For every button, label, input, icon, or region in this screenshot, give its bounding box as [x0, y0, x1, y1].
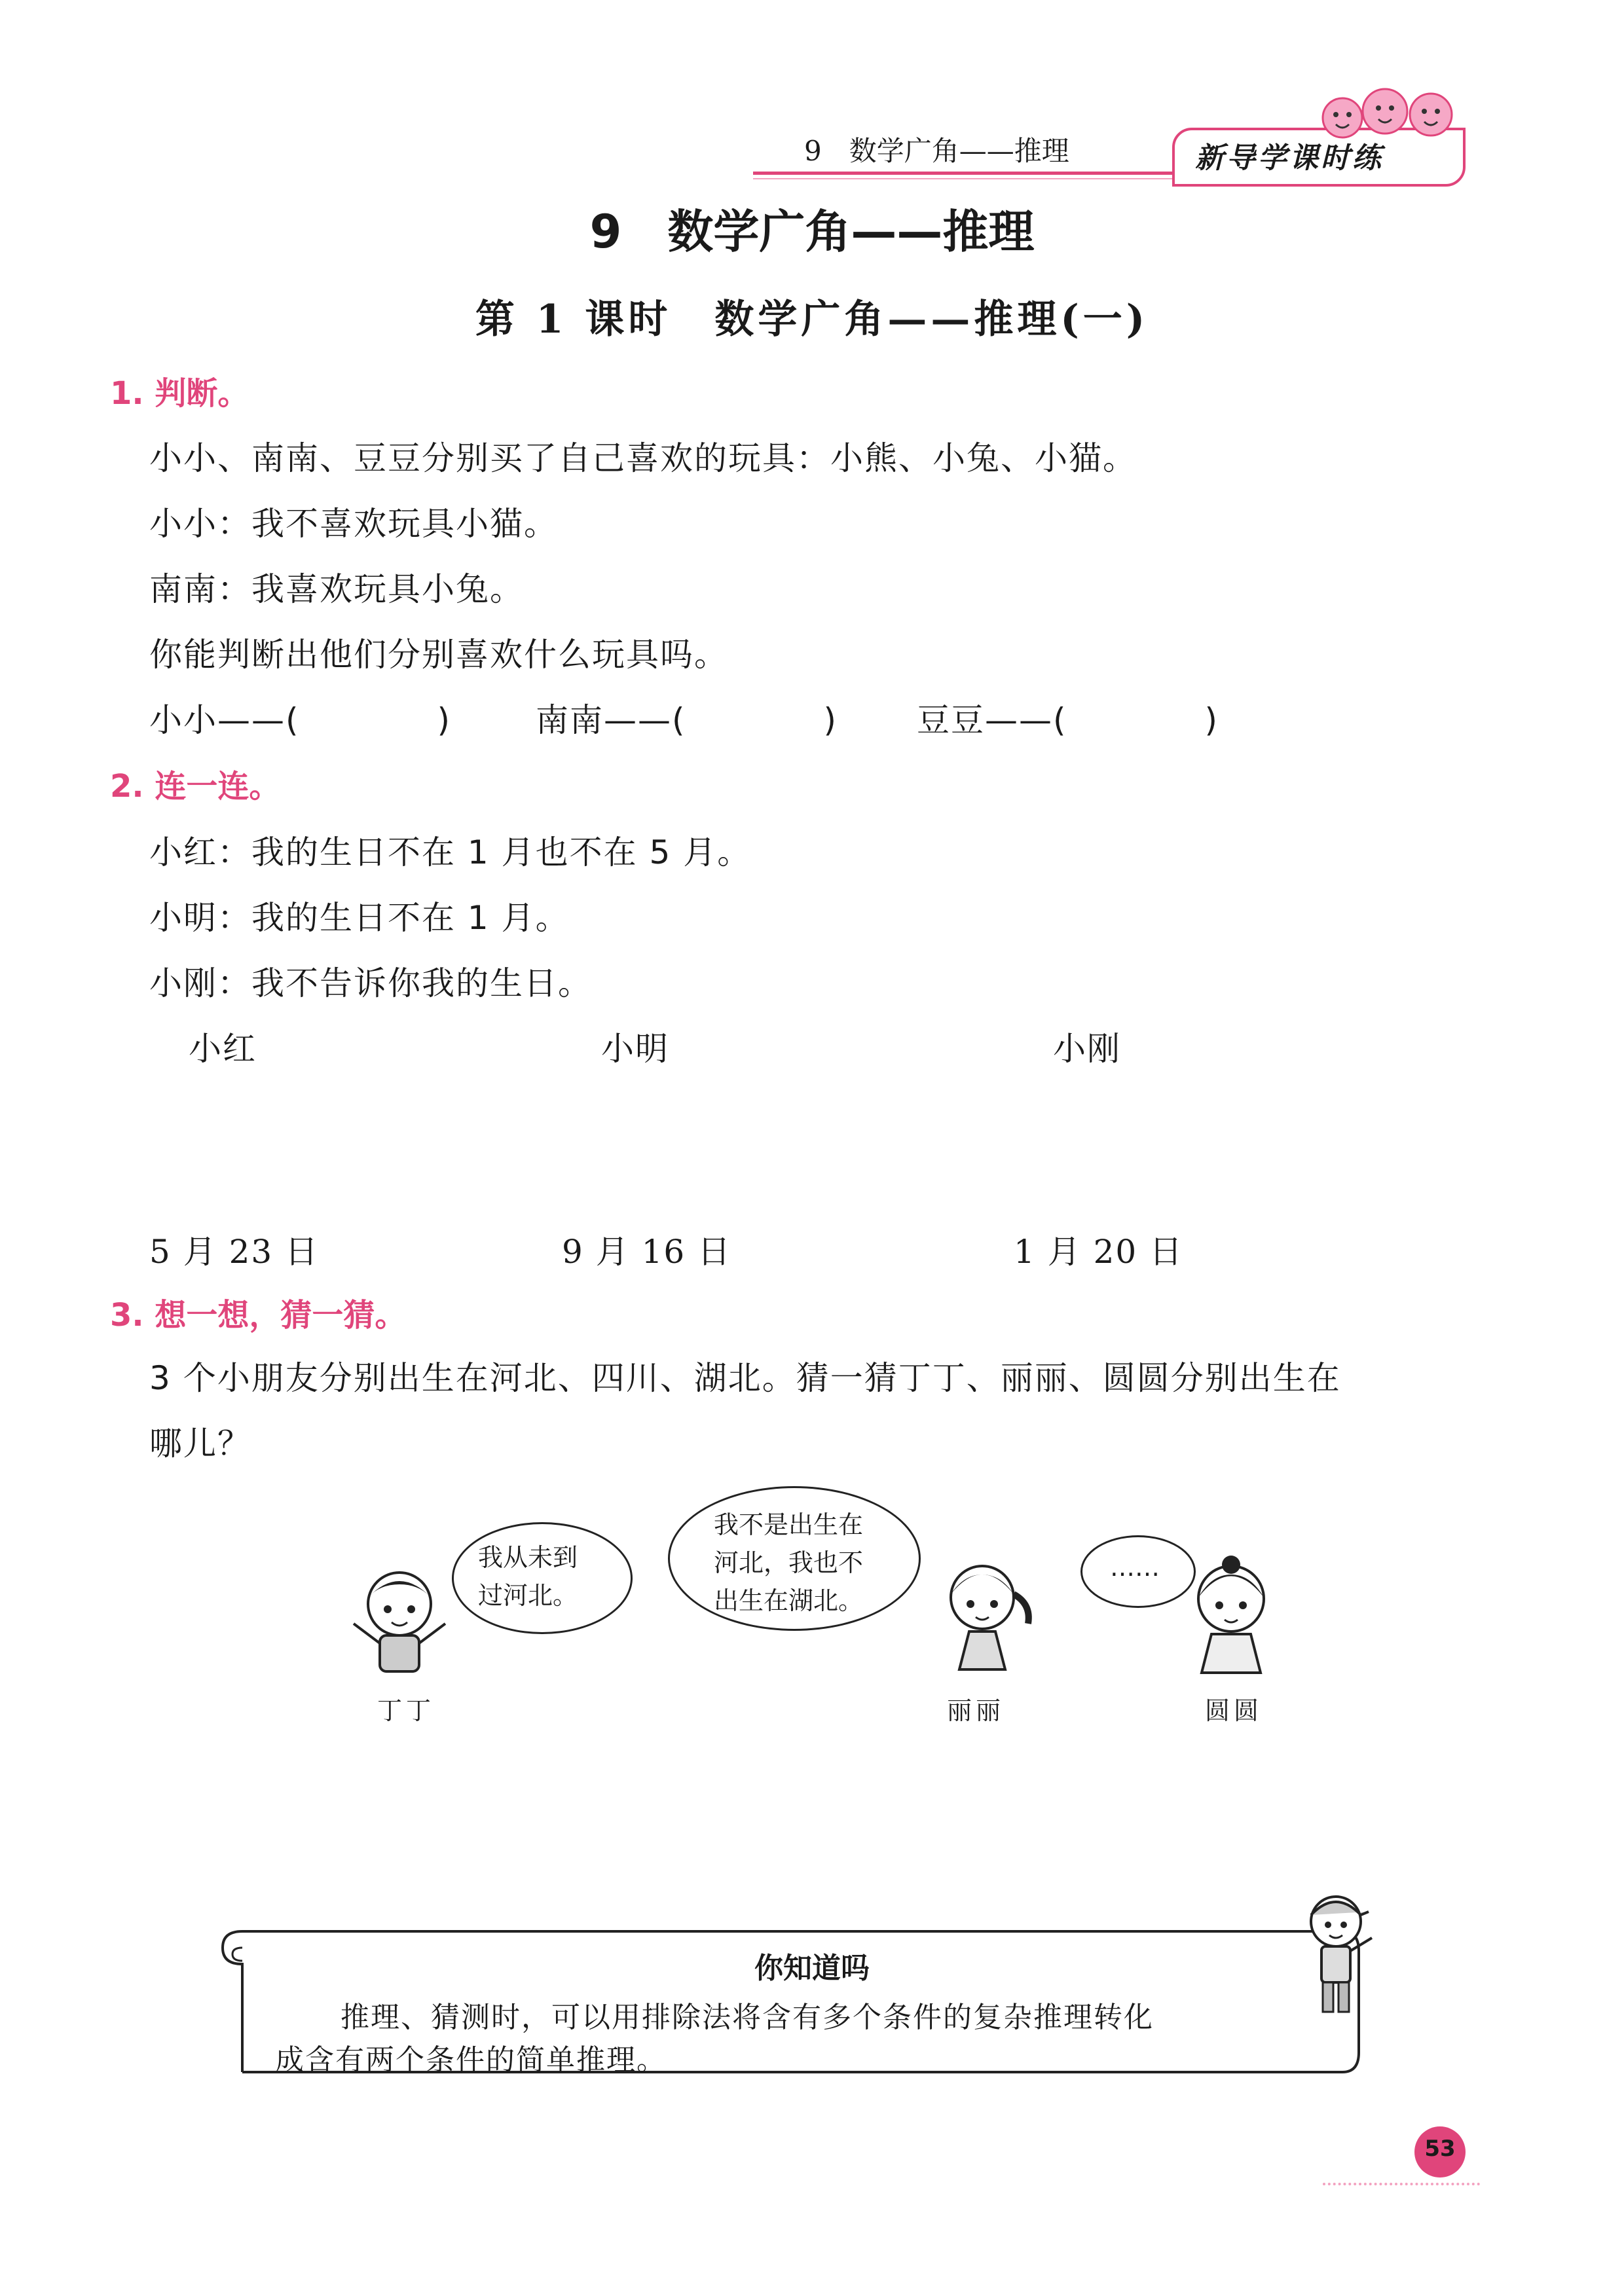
dingding-bubble-line-2: 过河北。	[478, 1581, 578, 1610]
info-text-1: 推理、猜测时，可以用排除法将含有多个条件的复杂推理转化	[341, 2001, 1154, 2034]
footer-dots	[1323, 2183, 1480, 2185]
q2-line-3: 小刚：我不告诉你我的生日。	[149, 964, 592, 1002]
q3-name-lili: 丽丽	[947, 1696, 1005, 1725]
running-head: 9 数学广角——推理	[804, 135, 1069, 167]
q2-date-3[interactable]: 1 月 20 日	[1014, 1233, 1184, 1271]
lesson-title: 第 1 课时 数学广角——推理(一)	[475, 297, 1149, 342]
info-text-2: 成含有两个条件的简单推理。	[275, 2043, 667, 2077]
q2-line-1: 小红：我的生日不在 1 月也不在 5 月。	[149, 833, 752, 871]
dingding-bubble-line-1: 我从未到	[478, 1543, 578, 1572]
answer-close: )	[437, 701, 452, 739]
q2-name-xiaogang[interactable]: 小刚	[1053, 1030, 1121, 1068]
lili-figure	[923, 1552, 1041, 1676]
answer-label: 豆豆——(	[917, 701, 1067, 739]
q1-line-2: 小小：我不喜欢玩具小猫。	[149, 505, 558, 543]
q1-answer-xiaoxiao[interactable]	[149, 694, 451, 741]
lili-bubble-line-2: 河北，我也不	[714, 1548, 864, 1577]
q3-name-yuanyuan: 圆圆	[1205, 1696, 1263, 1725]
q3-name-dingding: 丁丁	[377, 1696, 435, 1725]
mascots-icon	[1316, 85, 1473, 144]
q3-title: 3. 想一想，猜一猜。	[110, 1297, 407, 1334]
q2-name-xiaoming[interactable]: 小明	[601, 1030, 669, 1068]
q2-line-2: 小明：我的生日不在 1 月。	[149, 899, 570, 937]
q2-name-xiaohong[interactable]: 小红	[189, 1030, 257, 1068]
q2-date-2[interactable]: 9 月 16 日	[562, 1233, 732, 1271]
yuanyuan-figure	[1179, 1552, 1283, 1676]
q3-line-1: 3 个小朋友分别出生在河北、四川、湖北。猜一猜丁丁、丽丽、圆圆分别出生在	[149, 1359, 1341, 1397]
dingding-figure	[341, 1558, 458, 1676]
answer-close: )	[823, 701, 838, 739]
answer-close: )	[1204, 701, 1219, 739]
lili-bubble-line-3: 出生在湖北。	[714, 1586, 864, 1615]
page-number: 53	[1424, 2136, 1456, 2162]
q1-title: 1. 判断。	[110, 375, 249, 412]
answer-label: 南南——(	[536, 701, 686, 739]
lili-bubble-line-1: 我不是出生在	[714, 1510, 864, 1539]
q1-line-3: 南南：我喜欢玩具小兔。	[149, 570, 524, 608]
q2-date-1[interactable]: 5 月 23 日	[149, 1233, 320, 1271]
q1-answer-doudou[interactable]	[917, 694, 1219, 741]
chapter-title: 9 数学广角——推理	[589, 205, 1035, 259]
info-title: 你知道吗	[754, 1952, 870, 1985]
q1-line-1: 小小、南南、豆豆分别买了自己喜欢的玩具：小熊、小兔、小猫。	[149, 439, 1137, 477]
q1-line-4: 你能判断出他们分别喜欢什么玩具吗。	[149, 636, 728, 674]
yuanyuan-bubble-text: ……	[1110, 1553, 1160, 1582]
q3-line-2: 哪儿？	[149, 1425, 251, 1463]
boy-mascot-figure	[1297, 1886, 1382, 2016]
q1-answer-nannan[interactable]	[536, 694, 838, 741]
brand-label: 新导学课时练	[1195, 141, 1384, 175]
q2-title: 2. 连一连。	[110, 768, 281, 805]
answer-label: 小小——(	[149, 701, 300, 739]
